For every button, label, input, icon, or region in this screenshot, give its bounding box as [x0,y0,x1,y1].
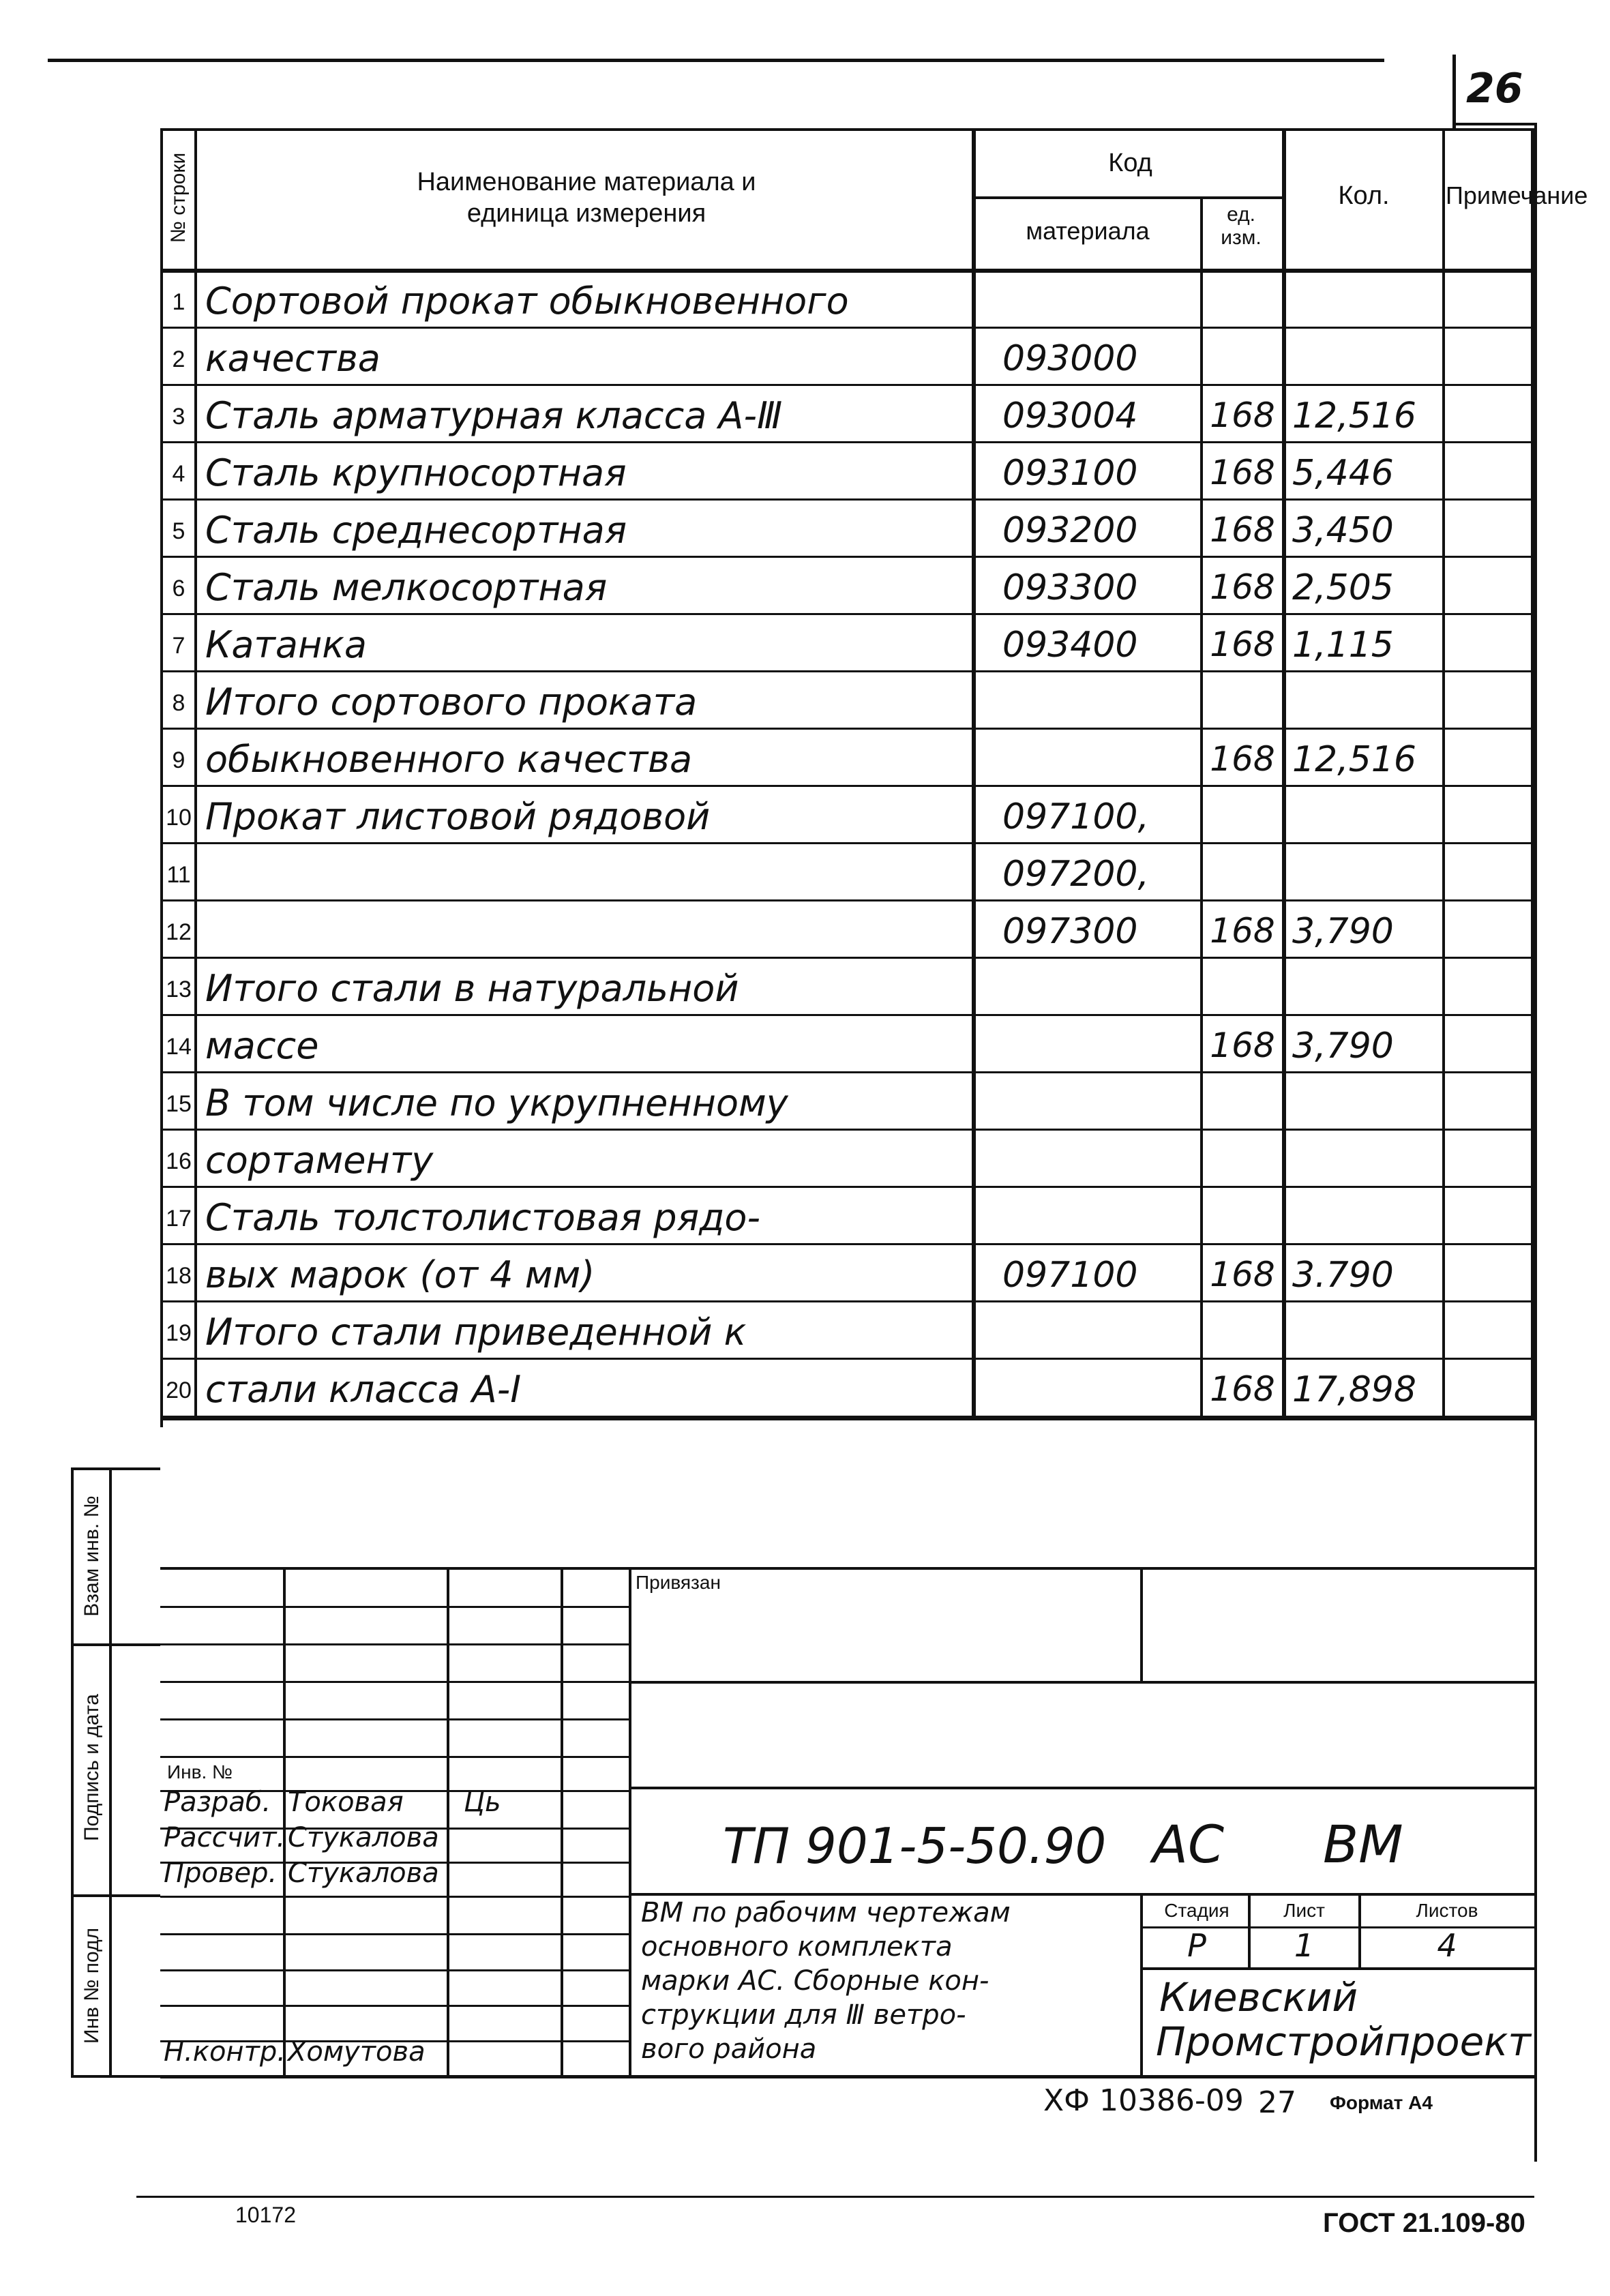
sheet-label: Лист [1283,1900,1325,1921]
row-unit-code: 168 [1210,567,1275,607]
mark-vm: ВМ [1323,1814,1403,1875]
row-unit-code: 168 [1210,1255,1275,1294]
stage-value: Р [1187,1927,1206,1964]
materials-table [160,128,1588,1427]
row-quantity: 1,115 [1292,625,1394,666]
row-number: 12 [166,919,192,945]
table-row [160,672,1534,730]
row-number: 3 [172,404,185,430]
description-line: основного комплекта [641,1931,953,1963]
row-material-code: 097100, [1002,796,1150,837]
row-material-name: Сталь арматурная класса А-Ⅲ [205,394,783,437]
description-line: марки АС. Сборные кон- [641,1965,989,1997]
row-material-name: Сортовой прокат обыкновенного [205,280,849,323]
inv-podl-label: Инв № подл [80,1927,103,2044]
signer-name: Токовая [288,1787,404,1818]
privyazan-label: Привязан [636,1572,721,1593]
code-unit-header: ед. изм. [1221,203,1262,249]
table-row [160,1131,1534,1188]
sheets-label: Листов [1416,1900,1478,1921]
row-quantity: 12,516 [1292,739,1416,780]
vzam-inv-label: Взам инв. № [80,1495,103,1617]
row-number: 19 [166,1320,192,1346]
row-material-name: Сталь толстолистовая рядо- [205,1196,760,1239]
signer-role: Рассчит. [164,1822,286,1853]
row-unit-code: 168 [1210,739,1275,779]
row-material-code: 093200 [1002,510,1138,551]
row-material-code: 093400 [1002,625,1138,666]
row-unit-code: 168 [1210,510,1275,550]
row-quantity: 5,446 [1292,453,1394,494]
description-line: струкции для Ⅲ ветро- [641,1999,966,2031]
row-unit-code: 168 [1210,625,1275,664]
org-line1: Киевский [1159,1974,1358,2021]
row-number: 8 [172,690,185,716]
row-unit-code: 168 [1210,1369,1275,1409]
table-row [160,1073,1534,1131]
row-material-name: Катанка [205,623,367,666]
table-row [160,443,1534,501]
row-quantity: 17,898 [1292,1369,1416,1410]
row-unit-code: 168 [1210,453,1275,492]
signer-name: Хомутова [288,2036,426,2068]
row-unit-code: 168 [1210,396,1275,435]
name-header-line2: единица измерения [466,199,706,228]
row-material-name: Прокат листовой рядовой [205,795,711,838]
row-quantity: 12,516 [1292,396,1416,436]
table-row [160,1302,1534,1360]
doc-code: ТП 901-5-50.90 [723,1817,1107,1875]
description-line: вого района [641,2033,817,2065]
table-row [160,1360,1534,1417]
row-number: 10 [166,805,192,831]
footer-gost: ГОСТ 21.109-80 [1323,2208,1525,2238]
stage-label: Стадия [1164,1900,1229,1921]
table-row [160,1188,1534,1245]
row-material-code: 093100 [1002,453,1138,494]
note-header: Примечание [1446,181,1588,209]
row-number: 1 [172,289,185,315]
row-number: 2 [172,346,185,372]
table-row [160,844,1534,901]
sheets-value: 4 [1437,1927,1457,1964]
row-number: 5 [172,518,185,544]
footer-left-code: 10172 [235,2203,296,2227]
signer-role: Провер. [164,1858,278,1889]
row-quantity: 3,790 [1292,911,1394,952]
qty-header: Кол. [1338,181,1390,210]
signer-name: Стукалова [288,1822,439,1853]
row-quantity: 3.790 [1292,1255,1394,1296]
description-line: ВМ по рабочим чертежам [641,1897,1011,1928]
row-material-name: Итого стали в натуральной [205,967,739,1010]
row-material-name: Сталь мелкосортная [205,566,608,609]
name-header-line1: Наименование материала и [417,168,756,196]
row-material-code: 093004 [1002,396,1138,436]
podpis-data-label: Подпись и дата [80,1694,103,1841]
inv-no-label: Инв. № [167,1761,233,1783]
row-material-name: Итого сортового проката [205,681,698,724]
row-material-name: обыкновенного качества [205,738,693,781]
signer-role: Разраб. [164,1787,271,1818]
table-row [160,615,1534,672]
row-number: 7 [172,633,185,659]
table-row [160,959,1534,1016]
row-material-name: Итого стали приведенной к [205,1311,747,1354]
footer-code: ХФ 10386-09 [1043,2083,1244,2118]
table-row [160,271,1534,329]
row-number: 13 [166,976,192,1002]
row-material-code: 093000 [1002,338,1138,379]
row-number: 9 [172,747,185,773]
row-material-code: 097100 [1002,1255,1138,1296]
table-row [160,386,1534,443]
row-material-name: массе [205,1024,319,1067]
row-quantity: 2,505 [1292,567,1394,608]
sheet-value: 1 [1294,1927,1315,1964]
table-row [160,901,1534,959]
row-material-name: качества [205,337,381,380]
mark-as: АС [1152,1814,1225,1875]
table-row [160,558,1534,615]
row-unit-code: 168 [1210,911,1275,951]
row-material-name: вых марок (от 4 мм) [205,1253,595,1296]
code-header: Код [1108,149,1152,177]
table-row [160,787,1534,844]
row-number: 4 [172,461,185,487]
row-number: 17 [166,1206,192,1232]
row-material-name: В том числе по укрупненному [205,1082,788,1124]
signer-signature: Ць [464,1787,501,1818]
footer-format: Формат А4 [1330,2092,1433,2113]
row-number: 18 [166,1263,192,1289]
row-number: 20 [166,1377,192,1403]
row-material-code: 097200, [1002,854,1150,895]
row-number: 16 [166,1148,192,1174]
row-number: 11 [166,862,191,888]
sheet-description [641,1896,1139,2066]
table-row [160,1245,1534,1302]
row-number: 14 [166,1034,192,1060]
code-material-header: материала [1026,217,1150,245]
row-material-code: 093300 [1002,567,1138,608]
row-number: 6 [172,576,185,601]
row-number: 15 [166,1091,192,1117]
row-quantity: 3,450 [1292,510,1394,551]
row-number-header: № строки [167,152,190,243]
signer-name: Стукалова [288,1858,439,1889]
row-material-code: 097300 [1002,911,1138,952]
footer-number: 27 [1258,2085,1296,2120]
table-row [160,501,1534,558]
row-material-name: стали класса А-Ⅰ [205,1368,522,1411]
table-row [160,1016,1534,1073]
table-row [160,329,1534,386]
row-material-name: Сталь крупносортная [205,451,627,494]
row-material-name: сортаменту [205,1139,434,1182]
row-quantity: 3,790 [1292,1026,1394,1067]
row-unit-code: 168 [1210,1026,1275,1065]
signer-role: Н.контр. [164,2036,286,2068]
org-line2: Промстройпроект [1156,2018,1532,2065]
table-row [160,730,1534,787]
page-number: 26 [1466,65,1523,113]
row-material-name: Сталь среднесортная [205,509,627,552]
